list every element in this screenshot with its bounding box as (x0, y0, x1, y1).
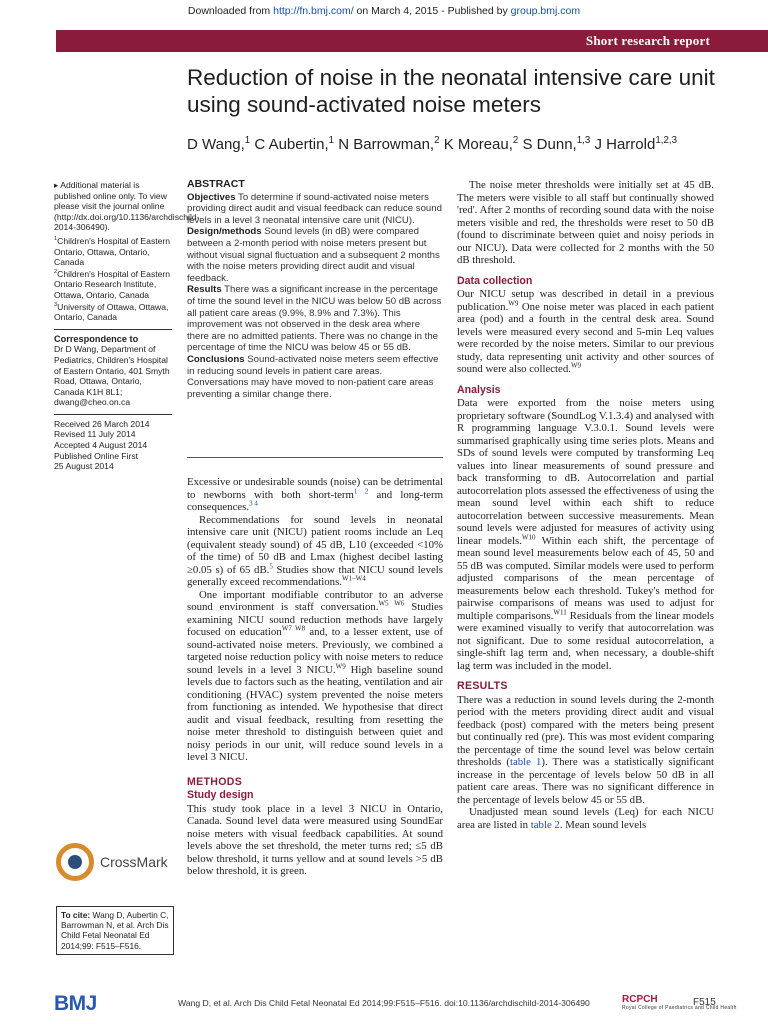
affiliation-1 (54, 236, 172, 268)
study-design-heading: Study design (187, 789, 254, 801)
rcpch-text: RCPCH (622, 994, 658, 1005)
text: and, to a lesser extent, use of sound-activated noise meters. Previously, we combined a targeted noise reduction policy with noise meters to reduce sound levels in a level 3 NICU. (187, 626, 443, 676)
text: Studies examining NICU sound reduction methods have largely focused on education (187, 601, 443, 638)
rcpch-subtitle: Royal College of Paediatrics and Child Health (622, 1005, 737, 1011)
correspondence-text: Dr D Wang, Department of Pediatrics, Children's Hospital of Eastern Ontario, 401 Smyth Road, Ottawa, Ontario, Canada K1H 8L1; dwang@cheo.on.ca (54, 344, 170, 408)
author-affil: 1,2,3 (655, 135, 677, 146)
data-collection-p (457, 288, 714, 376)
author: J Harrold (590, 136, 656, 153)
download-middle: on March 4, 2015 - Published by (353, 5, 511, 17)
abstract-conclusions (187, 354, 443, 400)
author: D Wang, (187, 136, 245, 153)
text: Studies show that NICU sound levels generally exceed recommendations. (187, 563, 443, 588)
date-published-label: Published Online First (54, 450, 139, 461)
affil-text: University of Ottawa, Ottawa, Ontario, Canada (54, 301, 169, 323)
footer-citation: Wang D, et al. Arch Dis Child Fetal Neonatal Ed 2014;99:F515–F516. doi:10.1136/archdischild-2014-306490 (178, 998, 590, 1008)
abstract-divider (187, 457, 443, 458)
results-p2 (457, 806, 714, 831)
article-title: Reduction of noise in the neonatal intensive care unit using sound-activated noise meters (187, 65, 715, 117)
web-ref: W5 W6 (378, 599, 405, 608)
text: ). There was a statistically significant increase in the percentage of levels below 50 dB in all patient care areas. There was no significant difference in the percentage of levels below 45 or 55 dB. (457, 756, 714, 806)
abstract-results (187, 284, 443, 354)
page-number: F515 (693, 997, 716, 1008)
results-p1 (457, 694, 714, 807)
intro-p1 (187, 476, 443, 514)
journal-link[interactable]: http://fn.bmj.com/ (273, 5, 354, 17)
author: K Moreau, (439, 136, 513, 153)
bmj-logo: BMJ (54, 992, 97, 1015)
date-received: Received 26 March 2014 (54, 418, 150, 429)
table-1-link[interactable]: table 1 (509, 756, 542, 768)
table-2-link[interactable]: table 2 (530, 818, 560, 831)
analysis-heading: Analysis (457, 383, 501, 396)
label: Conclusions (187, 353, 245, 365)
affil-number: 1 (54, 236, 58, 243)
label: Results (187, 284, 222, 296)
text: Sound levels (in dB) were compared between a 2-month period with noise meters present but without visual signal fluctuation and a subsequent 2 months with the noise meters providing direct audit and visual feedback. (187, 226, 440, 284)
date-published: 25 August 2014 (54, 461, 114, 472)
group-link[interactable]: group.bmj.com (510, 5, 581, 17)
methods-heading: METHODS (187, 775, 243, 788)
web-ref: W10 (521, 532, 536, 541)
citation-box (56, 906, 174, 955)
abstract-design (187, 226, 443, 284)
abstract-heading: ABSTRACT (187, 178, 245, 190)
date-revised: Revised 11 July 2014 (54, 429, 136, 440)
text: Data were exported from the noise meters using proprietary software (SoundLog V.1.3.4) and analysed with R programming language V.3.0.1. Sound levels were summarised graphically using time series plots. Means and SDs of sound levels were computed by transforming Leq values into linear measurements of sound pressure and back transforming to dB. Autocorrelation and partial autocorrelation plots assessed the effectiveness of using the mean sound level within each shift to reduce autocorrelation between successive measurements. Mean sound levels were adjusted for measures of activity using linear models. (457, 397, 714, 547)
affiliation-3 (54, 302, 172, 323)
web-ref: W9 (570, 361, 582, 370)
text: Within each shift, the percentage of mean sound level measurements below each of 45, 50 and 55 dB was computed. Similar models were used to perform adjusted comparisons of the mean percentage of measurements below each threshold. Tukey's method for pairwise comparisons of means was used to adjust for multiple comparisons. (457, 534, 714, 622)
text: Excessive or undesirable sounds (noise) can be detrimental to newborns with both short-term (187, 476, 443, 501)
intro-p2 (187, 514, 443, 589)
text: High baseline sound levels due to factors such as the heating, ventilation and air conditioning (HVAC) system prevented the noise meters from functioning as intended. We hypothesise that direct audit and visual feedback, resulting from resetting the noise meter threshold to distinguish between quiet and noisy periods in our unit, will reduce sound levels in a level 3 NICU. (187, 663, 443, 763)
label: Design/methods (187, 226, 262, 238)
date-accepted: Accepted 4 August 2014 (54, 440, 148, 451)
text: There was a significant increase in the percentage of time the sound level in the NICU was below 50 dB across all patient care areas (9.9%, 8.9% and 7.3%). This improvement was not observed in the desk area where there are no admitted patients. There was no change in the percentage of time the NICU was below 45 or 55 dB. (187, 284, 442, 354)
abstract (187, 179, 443, 400)
affiliation-2 (54, 269, 172, 301)
section-label: Short research report (585, 33, 710, 48)
text: Recommendations for sound levels in neonatal intensive care unit (NICU) patient rooms include an Leq (equivalent steady sound) of 45 dB, L10 (exceeded <10% of the time) of 50 dB and Lmax (highest decibel lasting ≥0.05 s) of 65 dB. (187, 513, 443, 576)
text: Our NICU setup was described in detail in a previous publication. (457, 288, 714, 313)
author-affil: 2 (512, 135, 519, 146)
author-list (187, 136, 747, 153)
web-ref: W9 (508, 298, 519, 307)
rcpch-logo (622, 994, 737, 1011)
text: One noise meter was placed in each patient area (pod) and a fourth in the central desk area. Sound levels were measured every second and 5-min Leq values were recorded by the noise meters. Similar to our previous study, data representing unit activity and other sources of sound were also collected. (457, 300, 714, 375)
divider (54, 414, 172, 415)
web-ref: W7 W8 (281, 624, 306, 633)
abstract-objectives (187, 192, 443, 227)
affil-text: Children's Hospital of Eastern Ontario Research Institute, Ottawa, Ontario, Canada (54, 268, 171, 300)
data-collection-heading: Data collection (457, 274, 533, 287)
cite-label: To cite: (61, 910, 91, 920)
intro-p3 (187, 589, 443, 764)
author: N Barrowman, (334, 136, 435, 153)
affil-number: 2 (54, 268, 58, 275)
author-affil: 1,3 (576, 135, 591, 146)
crossmark-label: CrossMark (100, 854, 168, 870)
affil-text: Children's Hospital of Eastern Ontario, Ottawa, Ontario, Canada (54, 235, 171, 268)
author-affil: 1 (244, 135, 251, 146)
sidebar (54, 180, 200, 472)
analysis-p (457, 397, 714, 672)
crossmark-icon (56, 843, 94, 881)
author: S Dunn, (518, 136, 577, 153)
ref-link[interactable]: 3 4 (249, 499, 258, 508)
threshold-paragraph: The noise meter thresholds were initially set at 45 dB. The meters were visible to all staff but continually showed 'red'. After 2 months of recording sound data with the noise meters visible and red, the thresholds were reset to 50 dB (found to discriminate between quiet and noisy periods in our NICU). Data were collected for 2 months with the 50 dB threshold. (457, 179, 714, 266)
text: . Mean sound levels (559, 818, 647, 831)
body-column-1 (187, 476, 443, 878)
ref-link[interactable]: 1 2 (353, 486, 369, 495)
text: Sound-activated noise meters seem effective in reducing sound levels in patient care areas. Conversations may have moved to non-patient care areas preventing a similar change there. (187, 353, 439, 400)
section-band (56, 30, 768, 52)
web-ref: W1–W4 (341, 574, 366, 583)
text: One important modifiable contributor to an adverse sound environment is staff conversation. (187, 588, 443, 613)
text: There was a reduction in sound levels during the 2-month period with the meters providing direct audit and visual feedback (post) compared with the meters being present but continually red (pre). This was most evident comparing the percentage of time the sound level was below certain thresholds ( (457, 693, 714, 768)
text: and long-term consequences. (187, 488, 443, 513)
author-affil: 2 (434, 135, 440, 146)
text: Unadjusted mean sound levels (Leq) for each NICU area are listed in (457, 806, 714, 831)
download-prefix: Downloaded from (187, 5, 274, 17)
correspondence-label: Correspondence to (54, 333, 139, 344)
web-ref: W9 (335, 661, 346, 670)
label: Objectives (187, 191, 236, 203)
ref-link[interactable]: 5 (269, 561, 273, 570)
download-line (0, 5, 768, 17)
additional-material-note: ▸ Additional material is published online only. To view please visit the journal online (http://dx.doi.org/10.1136/archdischild-2014-306490). (54, 180, 200, 233)
author: C Aubertin, (250, 136, 329, 153)
methods-p: This study took place in a level 3 NICU in Ontario, Canada. Sound level data were measured using SoundEar noise meters with visual feedback capabilities. At sound levels above the set threshold, the meter turns red; ≤5 dB below threshold, it turns yellow and at sound levels >5 dB below threshold, it is green. (187, 802, 443, 877)
divider (54, 329, 172, 330)
dates (54, 419, 172, 472)
results-heading: RESULTS (457, 680, 508, 692)
body-column-2 (457, 179, 714, 831)
text: Residuals from the linear models were examined visually to verify that autocorrelation was not significant. Due to some residual autocorrelation, a single-shift lag term and, when necessary, a double-shift lag term was included in the model. (457, 609, 714, 672)
text: To determine if sound-activated noise meters providing direct audit and visual feedback can reduce sound levels in a level 3 neonatal intensive care unit (NICU). (187, 191, 442, 226)
web-ref: W11 (553, 607, 567, 616)
author-affil: 1 (328, 135, 335, 146)
crossmark-badge[interactable] (56, 843, 168, 881)
affil-number: 3 (54, 301, 58, 308)
page-footer (0, 992, 768, 1022)
cite-text: Wang D, Aubertin C, Barrowman N, et al. Arch Dis Child Fetal Neonatal Ed 2014;99: F515–F516. (61, 910, 169, 951)
